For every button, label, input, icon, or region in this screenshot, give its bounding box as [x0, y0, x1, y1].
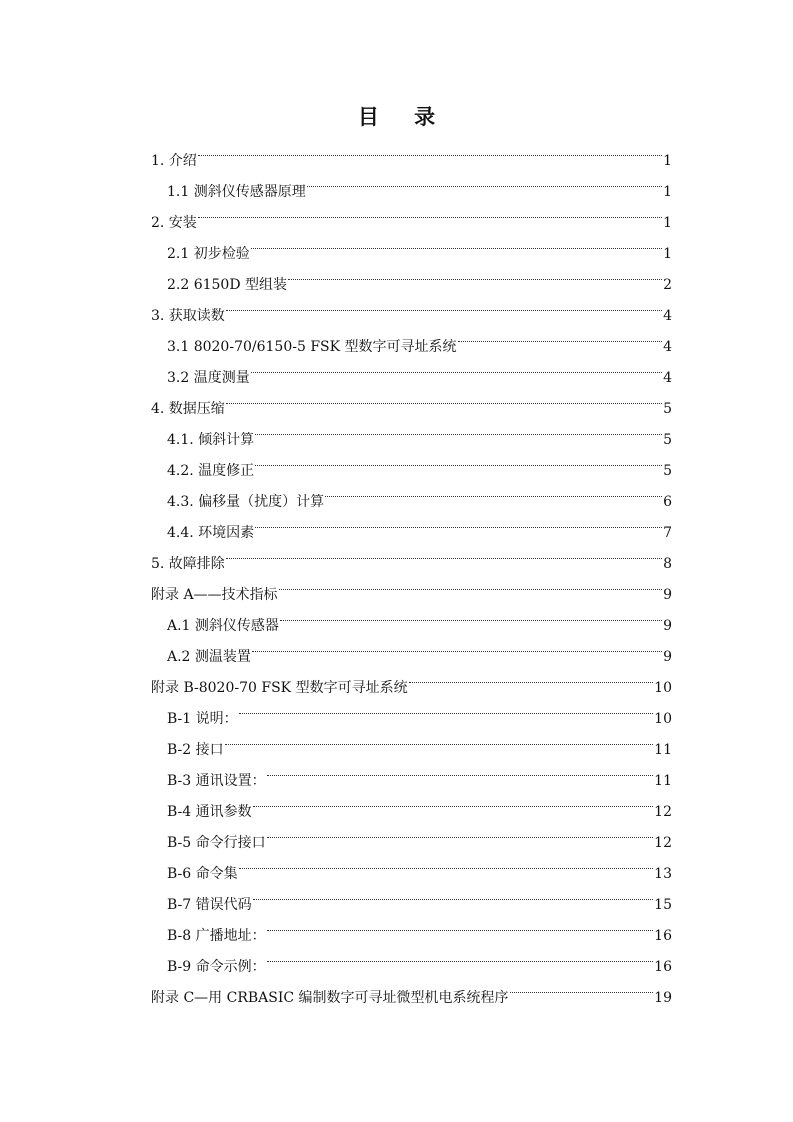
- toc-dot-leader: [255, 413, 662, 444]
- toc-entry-label: A.1 测斜仪传感器: [167, 618, 279, 634]
- toc-dot-leader: [225, 723, 654, 754]
- toc-dot-leader: [239, 692, 654, 723]
- toc-dot-leader: [226, 537, 662, 568]
- toc-entry-label: B-5 命令行接口: [167, 835, 266, 851]
- toc-entry[interactable]: [151, 413, 672, 448]
- toc-dot-leader: [198, 196, 662, 227]
- toc-entry[interactable]: [151, 289, 672, 324]
- toc-entry[interactable]: [151, 754, 672, 789]
- toc-entry-label: 3.1 8020-70/6150-5 FSK 型数字可寻址系统: [167, 339, 457, 355]
- toc-dot-leader: [409, 661, 654, 692]
- toc-dot-leader: [267, 754, 654, 785]
- toc-page-number: 5: [663, 432, 672, 448]
- toc-entry-label: 2.1 初步检验: [167, 246, 250, 262]
- toc-entry-label: 1.1 测斜仪传感器原理: [167, 184, 306, 200]
- toc-page-number: 4: [663, 339, 672, 355]
- toc-entry[interactable]: [151, 382, 672, 417]
- toc-entry[interactable]: [151, 568, 672, 603]
- toc-page-number: 10: [654, 680, 672, 696]
- toc-dot-leader: [253, 878, 654, 909]
- toc-page-number: 16: [654, 928, 672, 944]
- toc-entry[interactable]: [151, 165, 672, 200]
- toc-entry-label: B-4 通讯参数: [167, 804, 252, 820]
- toc-page-number: 9: [663, 587, 672, 603]
- toc-page-number: 7: [663, 525, 672, 541]
- toc-page-number: 13: [654, 866, 672, 882]
- toc-page-number: 4: [663, 370, 672, 386]
- toc-page-number: 8: [663, 556, 672, 572]
- toc-page-number: 1: [663, 184, 672, 200]
- toc-page-number: 12: [654, 835, 672, 851]
- toc-page-number: 5: [663, 401, 672, 417]
- toc-entry-label: B-8 广播地址：: [167, 928, 266, 944]
- toc-dot-leader: [255, 506, 662, 537]
- toc-page-number: 1: [663, 153, 672, 169]
- toc-dot-leader: [226, 382, 662, 413]
- toc-page-number: 12: [654, 804, 672, 820]
- toc-entry-label: 2. 安装: [151, 215, 197, 231]
- toc-title: 目 录: [357, 104, 450, 129]
- toc-dot-leader: [226, 289, 662, 320]
- toc-page-number: 11: [654, 773, 672, 789]
- toc-entry[interactable]: [151, 723, 672, 758]
- toc-page-number: 6: [663, 494, 672, 510]
- toc-entry-label: 4.3. 偏移量（扰度）计算: [167, 494, 325, 510]
- toc-dot-leader: [253, 785, 654, 816]
- toc-entry-label: 附录 C—用 CRBASIC 编制数字可寻址微型机电系统程序: [151, 990, 509, 1006]
- toc-dot-leader: [307, 165, 662, 196]
- toc-entry[interactable]: [151, 196, 672, 231]
- table-of-contents: [151, 134, 672, 1006]
- toc-dot-leader: [325, 475, 662, 506]
- toc-entry[interactable]: [151, 134, 672, 169]
- toc-entry-label: B-3 通讯设置：: [167, 773, 266, 789]
- toc-dot-leader: [239, 847, 654, 878]
- toc-dot-leader: [510, 971, 654, 1002]
- toc-page-number: 16: [654, 959, 672, 975]
- toc-dot-leader: [251, 351, 662, 382]
- toc-dot-leader: [279, 568, 663, 599]
- toc-page-number: 9: [663, 618, 672, 634]
- toc-entry-label: B-1 说明：: [167, 711, 238, 727]
- toc-entry[interactable]: [151, 537, 672, 572]
- toc-page-number: 1: [663, 246, 672, 262]
- toc-entry-label: 3.2 温度测量: [167, 370, 250, 386]
- toc-entry-label: B-7 错误代码: [167, 897, 252, 913]
- toc-dot-leader: [267, 909, 654, 940]
- toc-dot-leader: [255, 444, 662, 475]
- toc-page-number: 19: [654, 990, 672, 1006]
- toc-entry-label: 3. 获取读数: [151, 308, 225, 324]
- toc-entry[interactable]: [151, 227, 672, 262]
- toc-dot-leader: [458, 320, 663, 351]
- toc-dot-leader: [198, 134, 662, 165]
- toc-page-number: 5: [663, 463, 672, 479]
- toc-page-number: 4: [663, 308, 672, 324]
- toc-entry-label: B-6 命令集: [167, 866, 238, 882]
- toc-entry-label: 4.4. 环境因素: [167, 525, 255, 541]
- toc-dot-leader: [280, 599, 662, 630]
- toc-entry-label: B-9 命令示例：: [167, 959, 266, 975]
- toc-page-number: 11: [654, 742, 672, 758]
- toc-entry-label: 4.1. 倾斜计算: [167, 432, 255, 448]
- toc-page-number: 9: [663, 649, 672, 665]
- toc-entry-label: 附录 B-8020-70 FSK 型数字可寻址系统: [151, 680, 408, 696]
- toc-dot-leader: [251, 227, 662, 258]
- toc-entry-label: 2.2 6150D 型组装: [167, 277, 288, 293]
- toc-entry-label: 4. 数据压缩: [151, 401, 225, 417]
- toc-entry[interactable]: [151, 320, 672, 355]
- toc-dot-leader: [288, 258, 662, 289]
- toc-page-number: 10: [654, 711, 672, 727]
- toc-entry-label: 1. 介绍: [151, 153, 197, 169]
- toc-page-number: 2: [663, 277, 672, 293]
- toc-entry-label: B-2 接口: [167, 742, 224, 758]
- toc-entry-label: A.2 测温装置: [167, 649, 251, 665]
- toc-entry-label: 4.2. 温度修正: [167, 463, 255, 479]
- toc-entry-label: 5. 故障排除: [151, 556, 225, 572]
- toc-page-number: 15: [654, 897, 672, 913]
- toc-entry-label: 附录 A——技术指标: [151, 587, 278, 603]
- toc-page-number: 1: [663, 215, 672, 231]
- toc-dot-leader: [267, 940, 654, 971]
- toc-dot-leader: [267, 816, 654, 847]
- toc-dot-leader: [252, 630, 662, 661]
